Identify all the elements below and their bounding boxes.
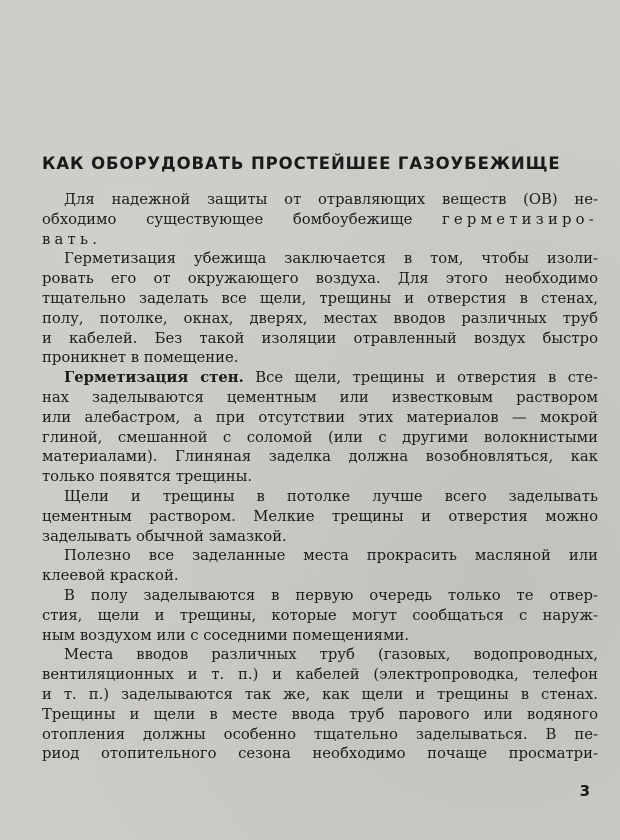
text-line: ровать его от окружающего воздуха. Для этого необходимо	[42, 270, 598, 288]
text-line	[42, 368, 598, 388]
text-line: Полезно все заделанные места прокрасить масляной или	[64, 547, 598, 565]
page-number: 3	[579, 782, 590, 800]
text-line: и кабелей. Без такой изоляции отравленный воздух быстро	[42, 329, 598, 347]
body-text	[42, 190, 598, 764]
text-line: В полу заделываются в первую очередь только те отвер-	[64, 586, 598, 604]
text-line: только появятся трещины.	[42, 468, 253, 486]
text-line: тщательно заделать все щели, трещины и отверстия в стенах,	[42, 289, 598, 307]
text-line: Щели и трещины в потолке лучше всего заделывать	[64, 487, 598, 505]
text-fragment: Все щели, трещины и отверстия в сте-	[243, 369, 598, 387]
text-line: клеевой краской.	[42, 567, 179, 585]
section-heading: Герметизация стен.	[64, 369, 244, 387]
text-line: риод отопительного сезона необходимо почаще просматри-	[42, 745, 598, 763]
text-line: отопления должны особенно тщательно заделываться. В пе-	[42, 725, 598, 743]
text-line: нах заделываются цементным или известковым раствором	[42, 388, 598, 406]
text-line: глиной, смешанной с соломой (или с другими волокнистыми	[42, 428, 598, 446]
text-line: Герметизация убежища заключается в том, чтобы изоли-	[64, 250, 598, 268]
text-line: или алебастром, а при отсутствии этих материалов — мокрой	[42, 408, 598, 426]
text-line: Для надежной защиты от отравляющих веществ (ОВ) не-	[64, 191, 598, 208]
text-line: Места вводов различных труб (газовых, водопроводных,	[64, 646, 598, 664]
text-line: материалами). Глиняная заделка должна возобновляться, как	[42, 448, 598, 466]
text-line: и т. п.) заделываются так же, как щели и трещины в стенах.	[42, 685, 598, 703]
spaced-emphasis-line: вать.	[42, 230, 102, 248]
text-line: проникнет в помещение.	[42, 349, 239, 367]
text-line: стия, щели и трещины, которые могут сообщаться с наруж-	[42, 606, 598, 624]
text-line: цементным раствором. Мелкие трещины и отверстия можно	[42, 507, 598, 525]
text-line: ным воздухом или с соседними помещениями.	[42, 626, 410, 644]
text-line: заделывать обычной замазкой.	[42, 527, 287, 545]
page-title: КАК ОБОРУДОВАТЬ ПРОСТЕЙШЕЕ ГАЗОУБЕЖИЩЕ	[42, 154, 561, 173]
text-line: вентиляционных и т. п.) и кабелей (электропроводка, телефон	[42, 666, 598, 684]
text-line: полу, потолке, окнах, дверях, местах вводов различных труб	[42, 309, 598, 327]
text-fragment: обходимо существующее бомбоубежище	[42, 210, 442, 228]
text-line: Трещины и щели в месте ввода труб парового или водяного	[42, 705, 598, 723]
text-line	[42, 210, 598, 230]
spaced-emphasis: герметизиро-	[441, 210, 598, 228]
